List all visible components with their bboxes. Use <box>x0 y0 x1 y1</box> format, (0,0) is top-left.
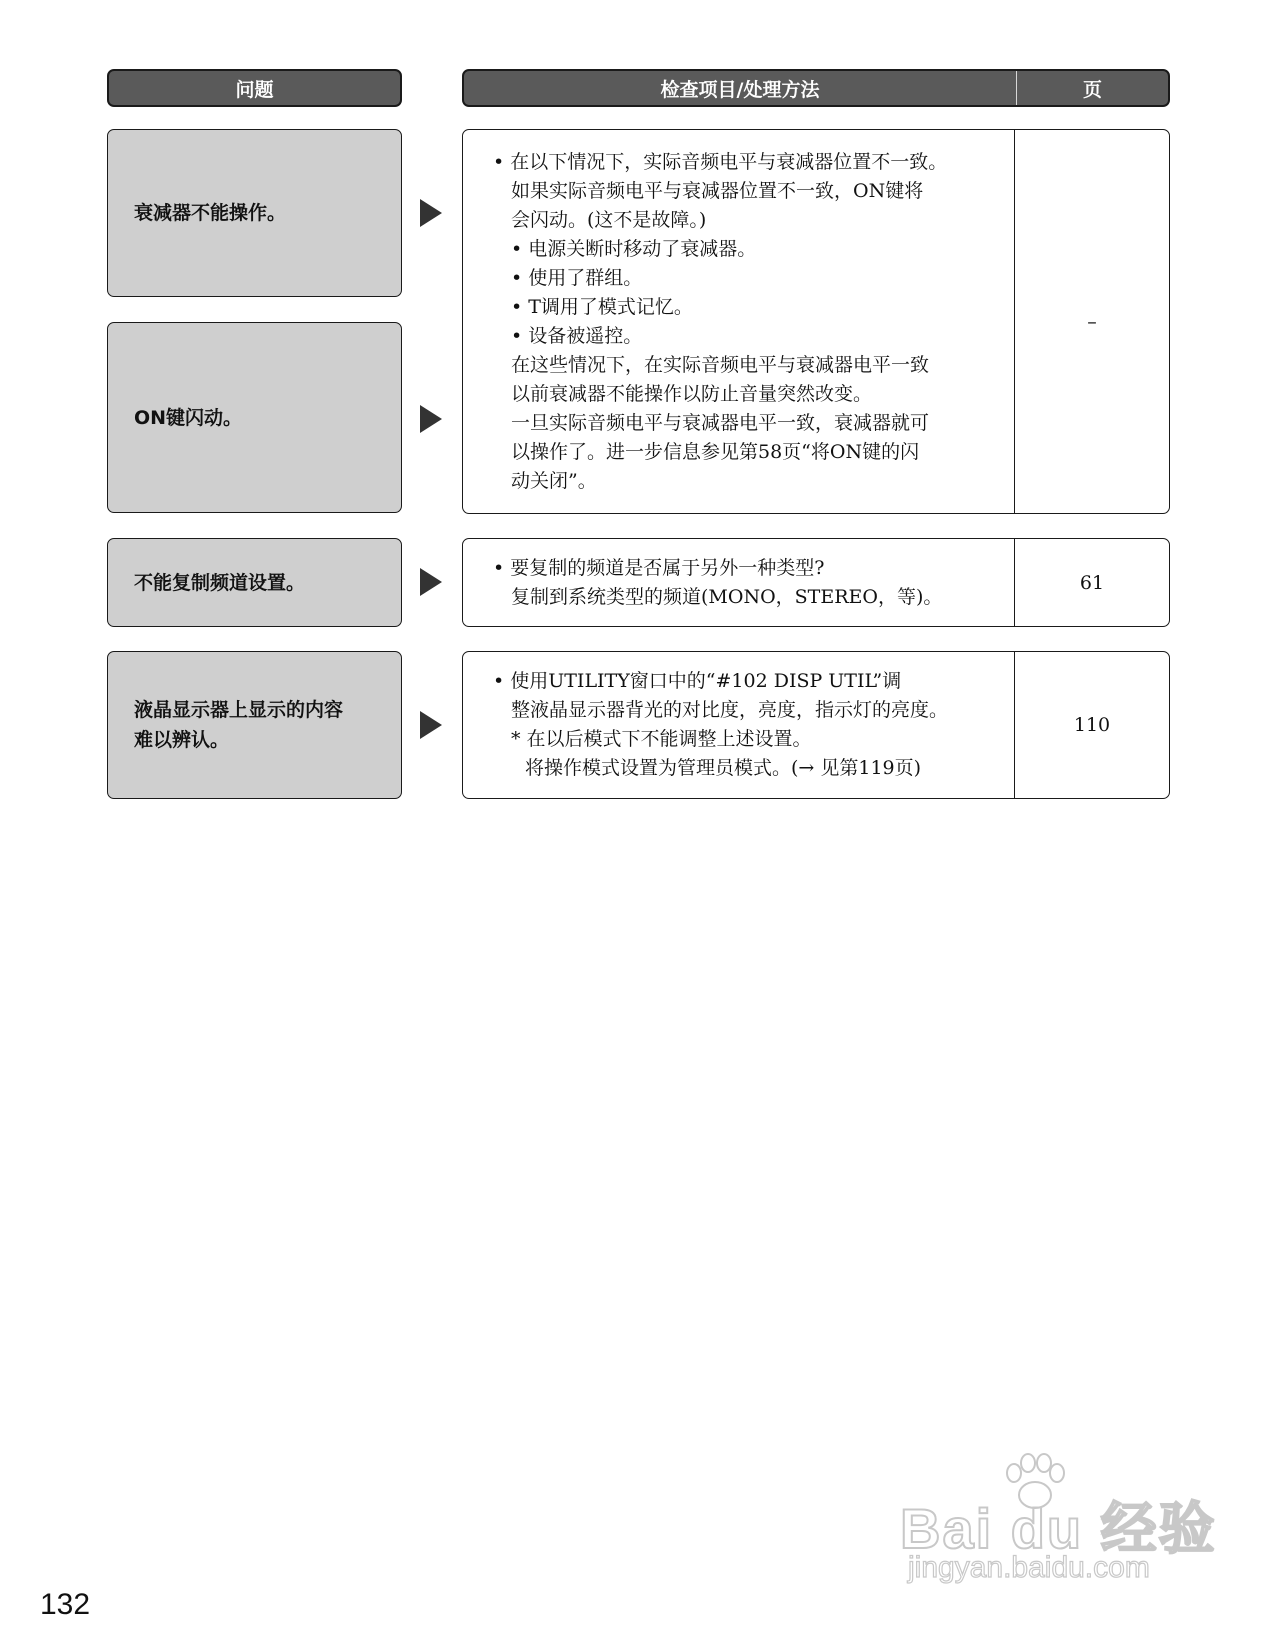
solution-line: • 要复制的频道是否属于另外一种类型? <box>493 556 825 579</box>
header-check-label: 检查项目/处理方法 <box>660 78 820 101</box>
solution-line: 动关闭”。 <box>511 469 597 492</box>
solution-box <box>462 538 1170 627</box>
solution-text <box>463 130 1015 513</box>
solution-line: • 设备被遥控。 <box>511 324 643 347</box>
problem-text: 难以辨认。 <box>134 729 230 751</box>
arrow-icon <box>420 568 442 596</box>
solution-line: 在这些情况下，在实际音频电平与衰减器电平一致 <box>511 353 930 376</box>
problem-box <box>107 129 402 297</box>
page-ref: 61 <box>1079 571 1105 594</box>
problem-box <box>107 651 402 799</box>
problem-box <box>107 538 402 627</box>
header-page-cell <box>1017 71 1168 105</box>
problem-text: 不能复制频道设置。 <box>134 571 306 594</box>
solution-line: 整液晶显示器背光的对比度，亮度，指示灯的亮度。 <box>511 699 949 721</box>
solution-line: 一旦实际音频电平与衰减器电平一致，衰减器就可 <box>511 411 930 434</box>
problem-text: 液晶显示器上显示的内容 <box>134 699 344 721</box>
arrow-icon <box>420 199 442 227</box>
solution-line: • 使用了群组。 <box>511 266 643 289</box>
header-problem <box>107 69 402 107</box>
watermark-brand: Bai du 经验 <box>900 1497 1217 1560</box>
page-number: 132 <box>40 1588 91 1621</box>
solution-line: • 在以下情况下，实际音频电平与衰减器位置不一致。 <box>493 150 948 173</box>
solution-line: • T调用了模式记忆。 <box>511 295 693 318</box>
solution-box <box>462 129 1170 514</box>
header-page-label: 页 <box>1082 78 1102 101</box>
solution-line: • 电源关断时移动了衰减器。 <box>511 237 757 260</box>
solution-line: 如果实际音频电平与衰减器位置不一致，ON键将 <box>511 179 924 202</box>
solution-text <box>463 652 1015 798</box>
arrow-icon <box>420 405 442 433</box>
page-ref: – <box>1087 310 1097 333</box>
header-check-cell <box>464 71 1017 105</box>
watermark-url: jingyan.baidu.com <box>908 1551 1150 1584</box>
header-problem-label: 问题 <box>235 78 274 101</box>
watermark <box>900 1465 1217 1595</box>
solution-line: 会闪动。(这不是故障。) <box>511 208 707 231</box>
page-ref: 110 <box>1073 714 1111 736</box>
solution-line: * 在以后模式下不能调整上述设置。 <box>511 728 812 750</box>
solution-line: 将操作模式设置为管理员模式。(→ 见第119页) <box>525 757 922 779</box>
solution-line: 以操作了。进一步信息参见第58页“将ON键的闪 <box>511 440 920 463</box>
problem-text: ON键闪动。 <box>134 406 243 429</box>
solution-line: 复制到系统类型的频道(MONO，STEREO，等)。 <box>511 585 943 608</box>
problem-text: 衰减器不能操作。 <box>134 202 287 224</box>
solution-line: 以前衰减器不能操作以防止音量突然改变。 <box>511 382 873 405</box>
solution-text <box>463 539 1015 626</box>
header-check <box>462 69 1170 107</box>
problem-box <box>107 322 402 513</box>
solution-box <box>462 651 1170 799</box>
solution-line: • 使用UTILITY窗口中的“#102 DISP UTIL”调 <box>493 670 902 692</box>
arrow-icon <box>420 711 442 739</box>
